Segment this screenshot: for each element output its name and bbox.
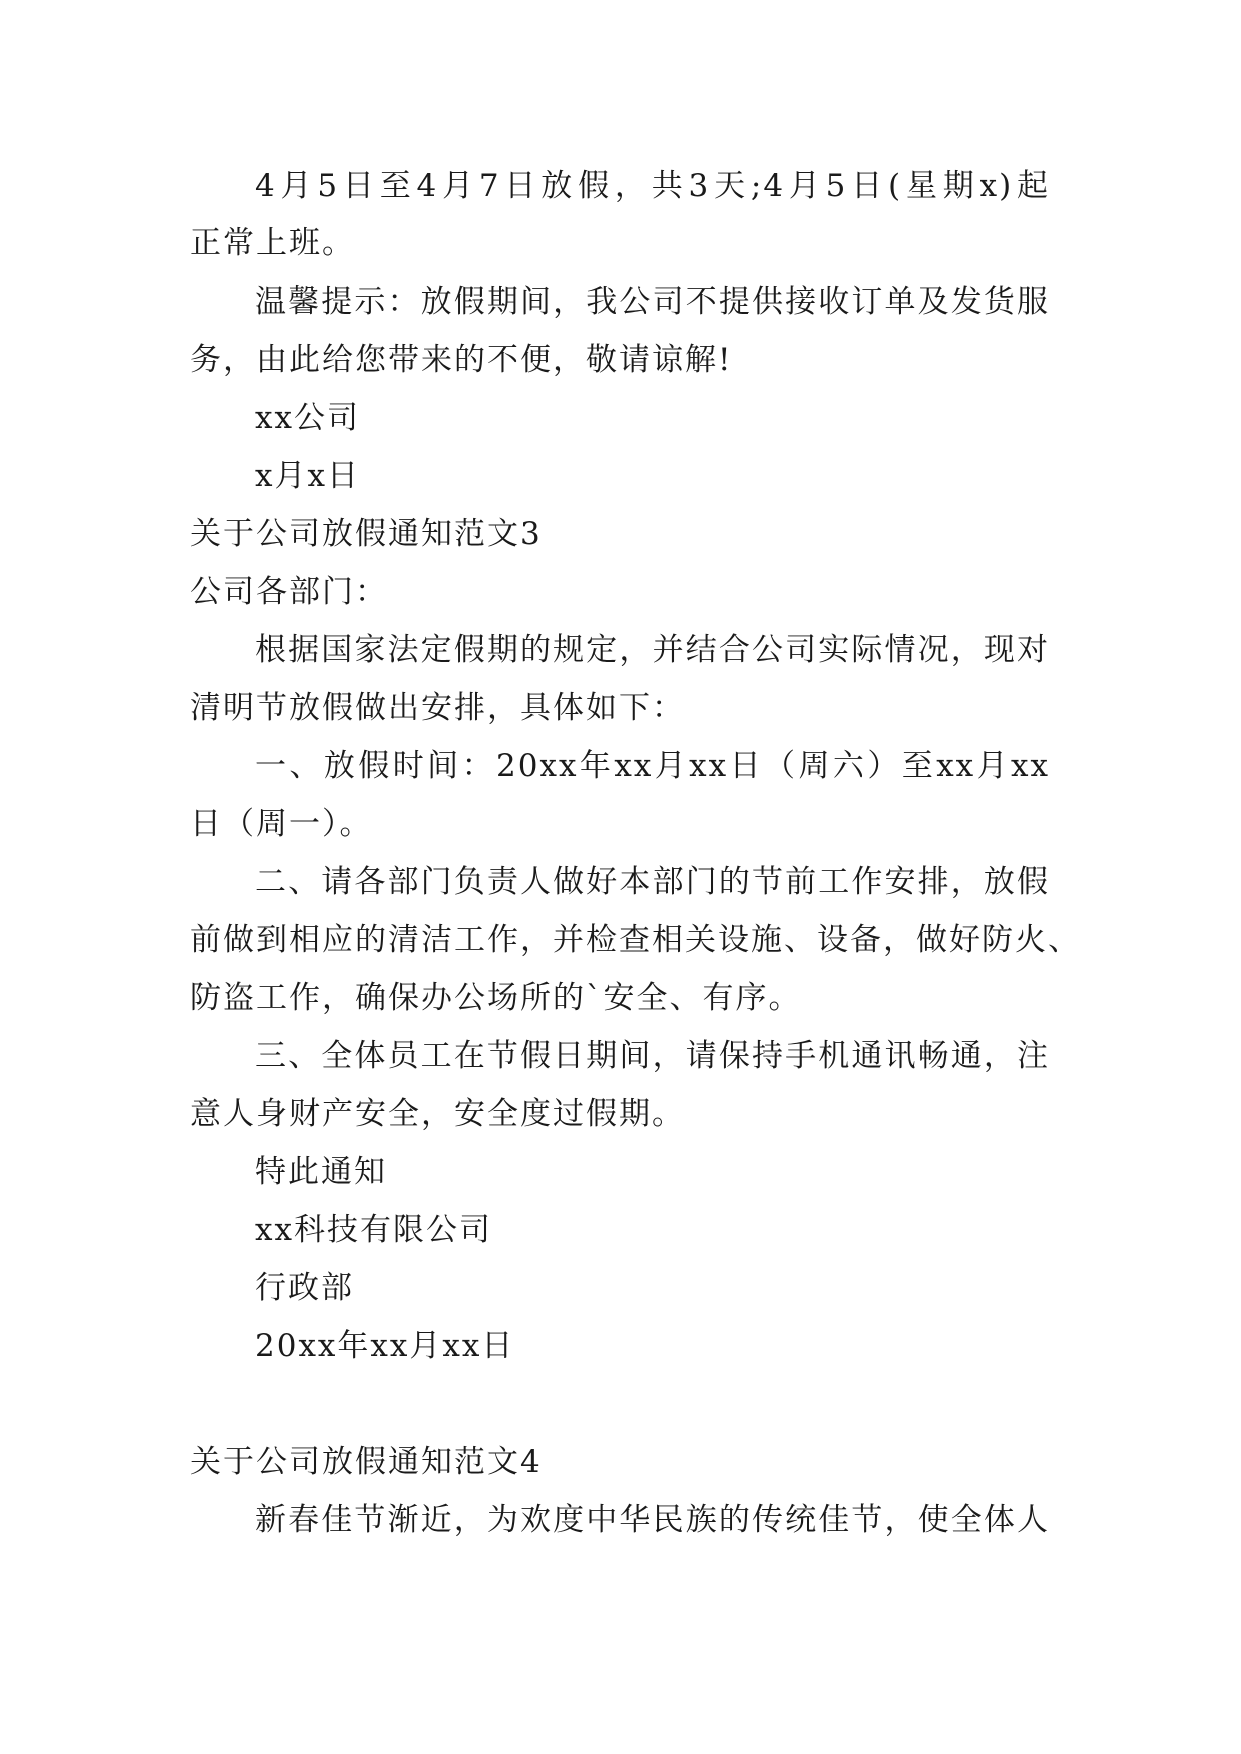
paragraph-line: 温馨提示：放假期间，我公司不提供接收订单及发货服 [255,284,1050,320]
paragraph-line: 4月5日至4月7日放假，共3天;4月5日(星期x)起 [255,168,1050,204]
signature-company: xx公司 [255,400,360,436]
closing-notice: 特此通知 [255,1154,387,1190]
paragraph-line: 清明节放假做出安排，具体如下： [190,690,685,726]
signature-date: 20xx年xx月xx日 [255,1328,515,1364]
paragraph-line: 务，由此给您带来的不便，敬请谅解! [190,342,733,378]
paragraph-line: 二、请各部门负责人做好本部门的节前工作安排，放假 [255,864,1050,900]
paragraph-line: 新春佳节渐近，为欢度中华民族的传统佳节，使全体人 [255,1502,1050,1538]
paragraph-line: 根据国家法定假期的规定，并结合公司实际情况，现对 [255,632,1050,668]
salutation: 公司各部门： [190,574,388,610]
paragraph-line: 意人身财产安全，安全度过假期。 [190,1096,685,1132]
signature-date: x月x日 [255,458,360,494]
paragraph-line: 前做到相应的清洁工作，并检查相关设施、设备，做好防火、 [190,922,1081,958]
signature-department: 行政部 [255,1270,354,1306]
paragraph-line: 防盗工作，确保办公场所的`安全、有序。 [190,980,802,1016]
paragraph-line: 正常上班。 [190,225,355,261]
signature-company: xx科技有限公司 [255,1212,492,1248]
section-heading: 关于公司放假通知范文3 [190,516,542,552]
paragraph-line: 日（周一）。 [190,806,373,842]
paragraph-line: 一、放假时间：20xx年xx月xx日（周六）至xx月xx [255,748,1050,784]
section-heading: 关于公司放假通知范文4 [190,1444,542,1480]
paragraph-line: 三、全体员工在节假日期间，请保持手机通讯畅通，注 [255,1038,1050,1074]
